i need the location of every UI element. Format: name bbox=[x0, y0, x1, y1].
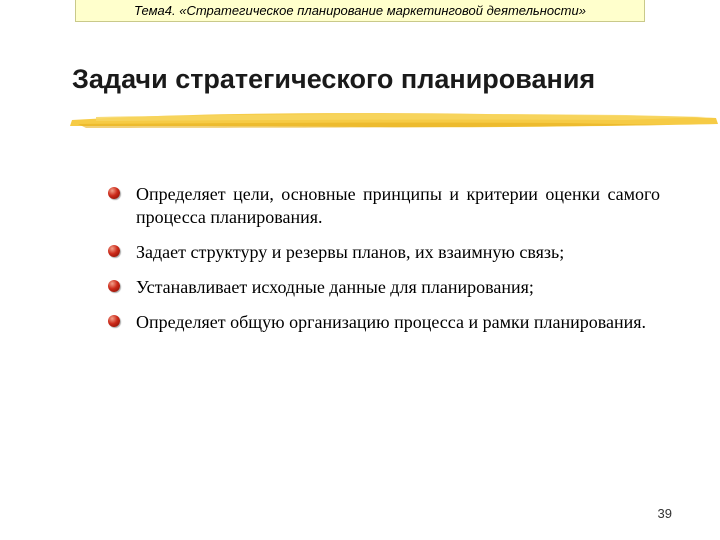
bullet-item-4 bbox=[108, 311, 660, 334]
red-bullet-icon bbox=[108, 280, 120, 292]
topic-header-band bbox=[75, 0, 645, 22]
task-bullet-list bbox=[108, 183, 660, 346]
bullet-text-1: Определяет цели, основные принципы и критерии оценки самого процесса планирования. bbox=[136, 184, 660, 227]
slide-title: Задачи стратегического планирования bbox=[72, 64, 596, 94]
red-bullet-icon bbox=[108, 245, 120, 257]
bullet-item-2 bbox=[108, 241, 660, 264]
bullet-item-1 bbox=[108, 183, 660, 229]
bullet-text-3: Устанавливает исходные данные для планирования; bbox=[136, 277, 534, 297]
title-underline-brush-stroke bbox=[66, 104, 720, 134]
red-bullet-icon bbox=[108, 187, 120, 199]
bullet-text-2: Задает структуру и резервы планов, их взаимную связь; bbox=[136, 242, 565, 262]
red-bullet-icon bbox=[108, 315, 120, 327]
bullet-text-4: Определяет общую организацию процесса и рамки планирования. bbox=[136, 312, 647, 332]
bullet-item-3 bbox=[108, 276, 660, 299]
topic-header-text: Тема4. «Стратегическое планирование маркетинговой деятельности» bbox=[134, 3, 586, 18]
page-number: 39 bbox=[657, 506, 672, 521]
